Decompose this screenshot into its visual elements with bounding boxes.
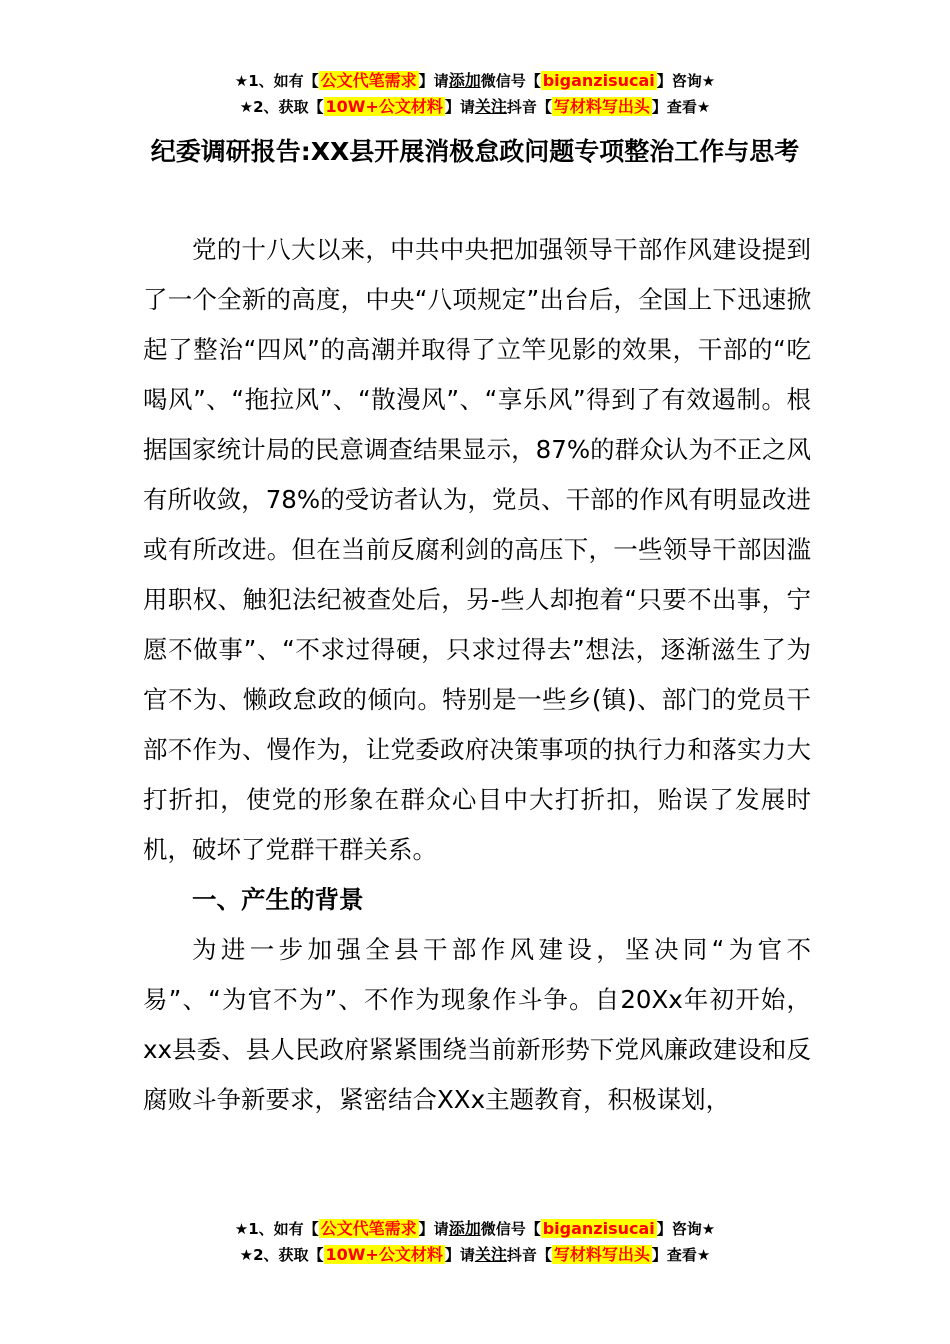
- header-banner: [0, 68, 950, 120]
- banner-text: 】查看★: [651, 98, 711, 116]
- banner-line-1: [0, 68, 950, 94]
- banner-highlight: 公文代笔需求: [320, 71, 417, 90]
- banner-line-2: [0, 1242, 950, 1268]
- banner-text: 】请: [418, 1220, 449, 1238]
- banner-text: 抖音【: [506, 98, 552, 116]
- banner-text: ★1、如有【: [234, 1220, 319, 1238]
- banner-highlight: 公文代笔需求: [320, 1219, 417, 1238]
- banner-text: 】请: [444, 1246, 475, 1264]
- banner-text: 】咨询★: [656, 1220, 716, 1238]
- banner-text: ★1、如有【: [234, 72, 319, 90]
- banner-emphasis: 关注: [474, 1245, 507, 1264]
- banner-douyin-id: 写材料写出头: [553, 1245, 650, 1264]
- document-title: 纪委调研报告:XX县开展消极怠政问题专项整治工作与思考: [150, 137, 800, 166]
- banner-text: ★2、获取【: [239, 1246, 324, 1264]
- banner-text: 】请: [444, 98, 475, 116]
- banner-highlight: 10W+公文材料: [325, 97, 443, 116]
- banner-emphasis: 添加: [448, 1219, 481, 1238]
- document-body: [143, 225, 811, 1125]
- banner-line-2: [0, 94, 950, 120]
- banner-douyin-id: 写材料写出头: [553, 97, 650, 116]
- banner-highlight: 10W+公文材料: [325, 1245, 443, 1264]
- banner-line-1: [0, 1216, 950, 1242]
- banner-text: 】查看★: [651, 1246, 711, 1264]
- banner-text: 微信号【: [480, 1220, 541, 1238]
- banner-wechat-id: biganzisucai: [542, 1219, 655, 1238]
- banner-emphasis: 添加: [448, 71, 481, 90]
- banner-text: 】请: [418, 72, 449, 90]
- banner-text: 微信号【: [480, 72, 541, 90]
- intro-paragraph: 党的十八大以来，中共中央把加强领导干部作风建设提到了一个全新的高度，中央“八项规定”出台后，全国上下迅速掀起了整治“四风”的高潮并取得了立竿见影的效果，干部的“吃喝风”、“拖拉风”、“散漫风”、“享乐风”得到了有效遏制。根据国家统计局的民意调查结果显示，87%的群众认为不正之风有所收敛，78%的受访者认为，党员、干部的作风有明显改进或有所改进。但在当前反腐利剑的高压下，一些领导干部因滥用职权、触犯法纪被查处后，另-些人却抱着“只要不出事，宁愿不做事”、“不求过得硬，只求过得去”想法，逐渐滋生了为官不为、懒政怠政的倾向。特别是一些乡(镇)、部门的党员干部不作为、慢作为，让党委政府决策事项的执行力和落实力大打折扣，使党的形象在群众心目中大打折扣，贻误了发展时机，破坏了党群干群关系。: [143, 235, 811, 864]
- section-heading: 一、产生的背景: [192, 885, 364, 914]
- banner-wechat-id: biganzisucai: [542, 71, 655, 90]
- banner-text: 】咨询★: [656, 72, 716, 90]
- footer-banner: [0, 1216, 950, 1268]
- banner-text: ★2、获取【: [239, 98, 324, 116]
- section-paragraph: 为进一步加强全县干部作风建设，坚决同“为官不易”、“为官不为”、不作为现象作斗争。自20Xx年初开始，xx县委、县人民政府紧紧围绕当前新形势下党风廉政建设和反腐败斗争新要求，紧密结合XXx主题教育，积极谋划，: [143, 935, 811, 1114]
- banner-text: 抖音【: [506, 1246, 552, 1264]
- banner-emphasis: 关注: [474, 97, 507, 116]
